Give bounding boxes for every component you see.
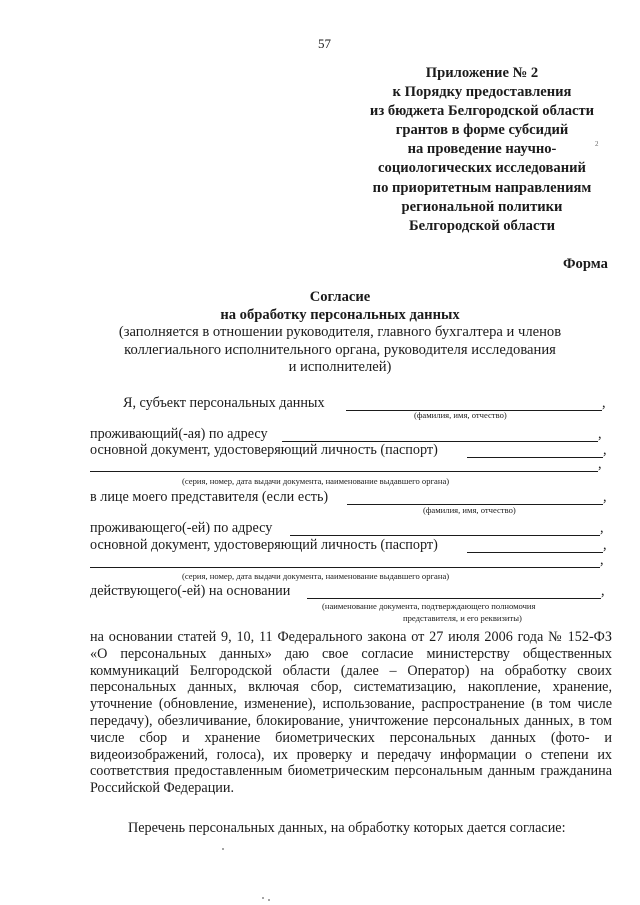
rep-passport-label: основной документ, удостоверяющий личность (паспорт): [90, 537, 438, 553]
rep-fio-hint: (фамилия, имя, отчество): [423, 505, 516, 515]
appendix-line: Приложение № 2: [425, 65, 539, 81]
representative-label: в лице моего представителя (если есть): [90, 489, 329, 505]
document-title: [80, 289, 600, 377]
scan-speck: [222, 848, 224, 850]
comma: ,: [600, 552, 604, 568]
appendix-line: Белгородской области: [408, 217, 556, 234]
subject-label: Я, субъект персональных данных: [123, 395, 325, 411]
comma: ,: [598, 426, 602, 442]
scan-speck: [268, 899, 270, 901]
appendix-line: грантов в форме субсидий: [395, 122, 569, 139]
consent-body-text: на основании статей 9, 10, 11 Федерального закона от 27 июля 2006 года № 152-ФЗ «О персональных данных» даю свое согласие министерству общественных коммуникаций Белгородской области (далее – Оператор) на обработку своих персональных данных, включая сбор, систематизацию, накопление, хранение, уточнение (обновление, изменение), использование, распространение (в том числе передачу), обезличивание, блокирование, уничтожение персональных данных, в том числе сбор и хранение биометрических персональных данных (фото- и видеоизображений, голоса), их проверку и передачу информации о степени их соответствия предоставленным биометрическим персональным данным гражданина Российской Федерации.: [90, 629, 612, 797]
comma: ,: [603, 489, 607, 505]
comma: ,: [598, 456, 602, 472]
comma: ,: [602, 395, 606, 411]
rep-address-line[interactable]: [290, 535, 600, 536]
appendix-line: из бюджета Белгородской области: [369, 103, 595, 120]
page-number: 57: [318, 36, 331, 51]
consent-body-paragraph: [90, 629, 612, 797]
comma: ,: [600, 520, 604, 536]
fio-hint: (фамилия, имя, отчество): [414, 410, 507, 420]
basis-hint-line-2: представителя, и его реквизиты): [403, 613, 522, 623]
appendix-header: [352, 64, 612, 236]
basis-line[interactable]: [307, 598, 601, 599]
rep-passport-line[interactable]: [467, 552, 603, 553]
rep-address-label: проживающего(-ей) по адресу: [90, 520, 273, 536]
appendix-line: социологических исследований: [378, 160, 586, 177]
form-label: Форма: [563, 256, 608, 272]
appendix-line: к Порядку предоставления: [392, 84, 572, 101]
comma: ,: [601, 583, 605, 599]
basis-hint-line-1: (наименование документа, подтверждающего полномочия: [322, 601, 536, 611]
title-note-line: коллегиального исполнительного органа, руководителя исследования: [124, 341, 556, 358]
comma: ,: [603, 537, 607, 553]
title-subheading: на обработку персональных данных: [220, 306, 460, 323]
data-list-intro: Перечень персональных данных, на обработку которых дается согласие:: [128, 820, 566, 836]
title-note-line: (заполняется в отношении руководителя, главного бухгалтера и членов: [118, 324, 562, 340]
appendix-line: по приоритетным направлениям: [372, 179, 592, 196]
scan-speck: [262, 897, 264, 899]
title-note-line: и исполнителей): [288, 359, 392, 375]
rep-passport-continuation-line[interactable]: [90, 567, 600, 568]
passport-label: основной документ, удостоверяющий личность (паспорт): [90, 442, 438, 458]
stray-mark: 2: [595, 140, 599, 148]
rep-passport-hint: (серия, номер, дата выдачи документа, наименование выдавшего органа): [182, 571, 450, 581]
title-heading: Согласие: [309, 289, 371, 305]
appendix-line: региональной политики: [401, 198, 563, 215]
appendix-line: на проведение научно-: [407, 141, 557, 158]
passport-line[interactable]: [467, 457, 603, 458]
passport-hint: (серия, номер, дата выдачи документа, наименование выдавшего органа): [182, 476, 450, 486]
passport-continuation-line[interactable]: [90, 471, 598, 472]
basis-label: действующего(-ей) на основании: [90, 583, 291, 599]
comma: ,: [603, 442, 607, 458]
address-label: проживающий(-ая) по адресу: [90, 426, 268, 442]
